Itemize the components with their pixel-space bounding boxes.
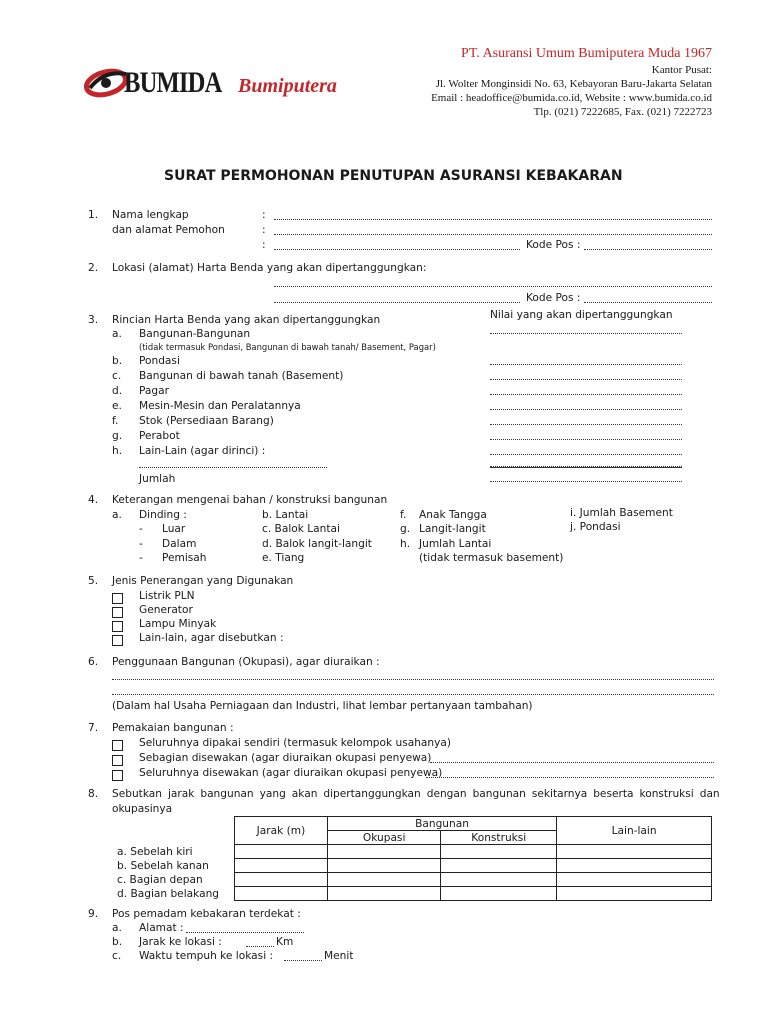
section-2-label: Lokasi (alamat) Harta Benda yang akan dipertanggungkan:: [112, 262, 427, 274]
section-6-label: Penggunaan Bangunan (Okupasi), agar diuraikan :: [112, 656, 380, 668]
cell-back-construction[interactable]: [441, 887, 557, 901]
cell-left-occupancy[interactable]: [327, 845, 441, 859]
item-letter: a.: [112, 922, 122, 934]
total-label: Jumlah: [139, 473, 176, 485]
construction-floor: b. Lantai: [262, 509, 309, 521]
lighting-generator-checkbox[interactable]: [112, 607, 123, 618]
section-8-label: Sebutkan jarak bangunan yang akan dipertanggungkan dengan bangunan sekitarnya beserta konstruksi dan: [112, 788, 720, 800]
usage-option-label: Seluruhnya dipakai sendiri (termasuk kelompok usahanya): [139, 737, 452, 749]
item-letter: a.: [112, 328, 122, 340]
item-letter: c.: [112, 950, 122, 962]
value-field-lain-lain[interactable]: [490, 454, 682, 455]
item-letter: d.: [112, 385, 123, 397]
section-1-colon: :: [262, 239, 266, 251]
partly-rented-field[interactable]: [430, 762, 714, 763]
construction-floor-count: Jumlah Lantai: [419, 538, 492, 550]
item-letter: g.: [112, 430, 123, 442]
lighting-option-label: Generator: [139, 604, 193, 616]
station-address-label: Alamat :: [139, 922, 184, 934]
fully-rented-field[interactable]: [426, 777, 714, 778]
section-1-colon: :: [262, 224, 266, 236]
wall-dash: -: [139, 552, 143, 564]
item-label: Bangunan-Bangunan: [139, 328, 251, 340]
item-letter: h.: [400, 538, 411, 550]
item-letter: c.: [112, 370, 122, 382]
header-building: Bangunan: [327, 817, 556, 831]
office-address: Jl. Wolter Monginsidi No. 63, Kebayoran Baru-Jakarta Selatan: [435, 78, 712, 90]
construction-pillar: e. Tiang: [262, 552, 305, 564]
item-label: Perabot: [139, 430, 180, 442]
section-5-number: 5.: [88, 575, 99, 587]
lain-lain-detail-field[interactable]: [139, 467, 327, 468]
station-distance-unit: Km: [276, 936, 294, 948]
usage-own-checkbox[interactable]: [112, 740, 123, 751]
section-6-note: (Dalam hal Usaha Perniagaan dan Industri, lihat lembar pertanyaan tambahan): [112, 700, 533, 712]
construction-stairs: Anak Tangga: [419, 509, 487, 521]
logo-text-bumida: BUMIDA: [124, 66, 222, 99]
station-distance-field[interactable]: [246, 946, 274, 947]
location-field[interactable]: [274, 286, 712, 287]
item-letter: a.: [112, 509, 122, 521]
cell-right-construction[interactable]: [441, 859, 557, 873]
value-field-stok[interactable]: [490, 424, 682, 425]
wall-label: Dinding :: [139, 509, 187, 521]
cell-left-other[interactable]: [557, 845, 712, 859]
address-field-2[interactable]: [274, 249, 520, 250]
cell-right-distance[interactable]: [235, 859, 328, 873]
item-letter: b.: [112, 355, 123, 367]
cell-right-other[interactable]: [557, 859, 712, 873]
section-2-number: 2.: [88, 262, 99, 274]
row-label-back: d. Bagian belakang: [117, 888, 220, 900]
cell-front-occupancy[interactable]: [327, 873, 441, 887]
construction-foundation: j. Pondasi: [570, 521, 621, 533]
cell-back-occupancy[interactable]: [327, 887, 441, 901]
item-label: Pagar: [139, 385, 169, 397]
value-field-total[interactable]: [490, 481, 682, 482]
construction-ceiling: Langit-langit: [419, 523, 486, 535]
section-7-number: 7.: [88, 722, 99, 734]
item-letter: h.: [112, 445, 123, 457]
section-5-label: Jenis Penerangan yang Digunakan: [112, 575, 294, 587]
row-label-front: c. Bagian depan: [117, 874, 203, 886]
name-field[interactable]: [274, 219, 712, 220]
usage-option-label: Seluruhnya disewakan (agar diuraikan okupasi penyewa): [139, 767, 443, 779]
wall-dash: -: [139, 538, 143, 550]
section-9-number: 9.: [88, 908, 99, 920]
value-field-pondasi[interactable]: [490, 364, 682, 365]
postcode-label: Kode Pos :: [526, 239, 581, 251]
header-distance: Jarak (m): [235, 817, 328, 845]
construction-ceiling-beam: d. Balok langit-langit: [262, 538, 372, 550]
wall-outer: Luar: [162, 523, 186, 535]
address-field[interactable]: [274, 234, 712, 235]
sum-line: [490, 467, 682, 468]
wall-inner: Dalam: [162, 538, 197, 550]
lighting-other-checkbox[interactable]: [112, 635, 123, 646]
cell-left-construction[interactable]: [441, 845, 557, 859]
cell-back-distance[interactable]: [235, 887, 328, 901]
section-9-label: Pos pemadam kebakaran terdekat :: [112, 908, 301, 920]
section-1-label-name: Nama lengkap: [112, 209, 189, 221]
item-label: Pondasi: [139, 355, 180, 367]
item-label: Bangunan di bawah tanah (Basement): [139, 370, 344, 382]
office-label: Kantor Pusat:: [651, 64, 712, 76]
lighting-option-label: Lampu Minyak: [139, 618, 217, 630]
value-field-perabot[interactable]: [490, 439, 682, 440]
value-field-basement[interactable]: [490, 379, 682, 380]
occupancy-field[interactable]: [112, 679, 714, 680]
item-label: Mesin-Mesin dan Peralatannya: [139, 400, 301, 412]
logo-text-bumiputera: Bumiputera: [238, 75, 337, 97]
item-label: Lain-Lain (agar dirinci) :: [139, 445, 266, 457]
section-8-label-cont: okupasinya: [112, 803, 173, 815]
construction-basement-count: i. Jumlah Basement: [570, 507, 673, 519]
row-label-left: a. Sebelah kiri: [117, 846, 193, 858]
station-distance-label: Jarak ke lokasi :: [139, 936, 222, 948]
item-letter: f.: [112, 415, 119, 427]
wall-dash: -: [139, 523, 143, 535]
station-time-unit: Menit: [324, 950, 354, 962]
company-name: PT. Asuransi Umum Bumiputera Muda 1967: [461, 46, 712, 61]
cell-back-other[interactable]: [557, 887, 712, 901]
section-3-label: Rincian Harta Benda yang akan dipertanggungkan: [112, 314, 381, 326]
usage-partly-rented-checkbox[interactable]: [112, 755, 123, 766]
station-address-field[interactable]: [186, 932, 304, 933]
header-other: Lain-lain: [557, 817, 712, 845]
section-1-colon: :: [262, 209, 266, 221]
cell-front-construction[interactable]: [441, 873, 557, 887]
header-construction: Konstruksi: [441, 831, 557, 845]
lighting-pln-checkbox[interactable]: [112, 593, 123, 604]
row-label-right: b. Sebelah kanan: [117, 860, 209, 872]
item-a-note: (tidak termasuk Pondasi, Bangunan di bawah tanah/ Basement, Pagar): [139, 342, 436, 352]
section-4-label: Keterangan mengenai bahan / konstruksi bangunan: [112, 494, 388, 506]
usage-fully-rented-checkbox[interactable]: [112, 770, 123, 781]
lighting-option-label: Listrik PLN: [139, 590, 195, 602]
wall-partition: Pemisah: [162, 552, 207, 564]
distance-table: [234, 816, 712, 901]
section-1-label-address: dan alamat Pemohon: [112, 224, 225, 236]
construction-floor-beam: c. Balok Lantai: [262, 523, 340, 535]
office-contact: Email : headoffice@bumida.co.id, Website : www.bumida.co.id: [431, 92, 712, 104]
lighting-oil-lamp-checkbox[interactable]: [112, 621, 123, 632]
lighting-option-label: Lain-lain, agar disebutkan :: [139, 632, 284, 644]
header-occupancy: Okupasi: [327, 831, 441, 845]
form-title: SURAT PERMOHONAN PENUTUPAN ASURANSI KEBAKARAN: [164, 168, 623, 184]
location-field-2[interactable]: [274, 302, 520, 303]
floor-count-note: (tidak termasuk basement): [419, 552, 564, 564]
item-letter: f.: [400, 509, 407, 521]
value-field-mesin[interactable]: [490, 409, 682, 410]
value-column-header: Nilai yang akan dipertanggungkan: [490, 309, 673, 321]
item-letter: g.: [400, 523, 411, 535]
location-postcode-label: Kode Pos :: [526, 292, 581, 304]
cell-left-distance[interactable]: [235, 845, 328, 859]
value-field-pagar[interactable]: [490, 394, 682, 395]
section-6-number: 6.: [88, 656, 99, 668]
item-letter: b.: [112, 936, 123, 948]
station-time-field[interactable]: [284, 960, 322, 961]
section-4-number: 4.: [88, 494, 99, 506]
postcode-field[interactable]: [584, 249, 712, 250]
item-letter: e.: [112, 400, 122, 412]
value-field-bangunan[interactable]: [490, 333, 682, 334]
cell-right-occupancy[interactable]: [327, 859, 441, 873]
cell-front-other[interactable]: [557, 873, 712, 887]
usage-option-label: Sebagian disewakan (agar diuraikan okupasi penyewa): [139, 752, 432, 764]
section-8-number: 8.: [88, 788, 99, 800]
office-phone: Tlp. (021) 7222685, Fax. (021) 7222723: [533, 106, 712, 118]
occupancy-field-2[interactable]: [112, 694, 714, 695]
location-postcode-field[interactable]: [584, 302, 712, 303]
cell-front-distance[interactable]: [235, 873, 328, 887]
item-label: Stok (Persediaan Barang): [139, 415, 274, 427]
station-time-label: Waktu tempuh ke lokasi :: [139, 950, 274, 962]
section-7-label: Pemakaian bangunan :: [112, 722, 234, 734]
section-3-number: 3.: [88, 314, 99, 326]
section-1-number: 1.: [88, 209, 99, 221]
